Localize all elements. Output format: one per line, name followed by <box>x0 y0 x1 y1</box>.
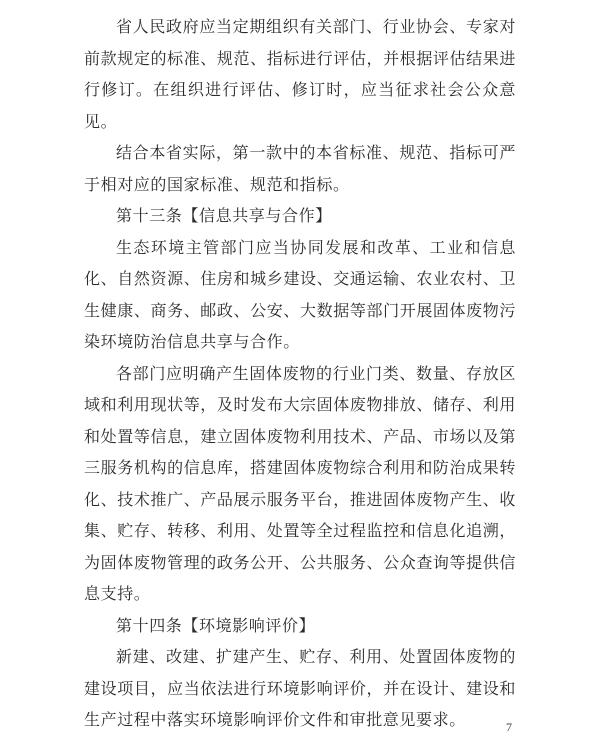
paragraph-provincial-standards: 结合本省实际，第一款中的本省标准、规范、指标可严于相对应的国家标准、规范和指标。 <box>84 145 516 194</box>
article-heading-14-env-impact: 第十四条【环境影响评价】 <box>116 617 316 635</box>
paragraph-standards-evaluation: 省人民政府应当定期组织有关部门、行业协会、专家对前款规定的标准、规范、指标进行评估，并根据评估结果进行修订。在组织进行评估、修订时，应当征求社会公众意见。 <box>84 19 516 131</box>
paragraph-env-impact-assessment: 新建、改建、扩建产生、贮存、利用、处置固体废物的建设项目，应当依法进行环境影响评价，并在设计、建设和生产过程中落实环境影响评价文件和审批意见要求。 <box>84 649 516 729</box>
document-body <box>84 12 516 737</box>
page-number: 7 <box>506 720 512 734</box>
paragraph-dept-cooperation: 生态环境主管部门应当协同发展和改革、工业和信息化、自然资源、住房和城乡建设、交通运输、农业农村、卫生健康、商务、邮政、公安、大数据等部门开展固体废物污染环境防治信息共享与合作。 <box>84 239 516 351</box>
article-heading-13-info-sharing: 第十三条【信息共享与合作】 <box>116 208 332 225</box>
paragraph-info-platform: 各部门应明确产生固体废物的行业门类、数量、存放区域和利用现状等，及时发布大宗固体废物排放、储存、利用和处置等信息，建立固体废物利用技术、产品、市场以及第三服务机构的信息库，搭建固体废物综合利用和防治成果转化、技术推广、产品展示服务平台，推进固体废物产生、收集、贮存、转移、利用、处置等全过程监控和信息化追溯，为固体废物管理的政务公开、公共服务、公众查询等提供信息支持。 <box>84 365 516 603</box>
